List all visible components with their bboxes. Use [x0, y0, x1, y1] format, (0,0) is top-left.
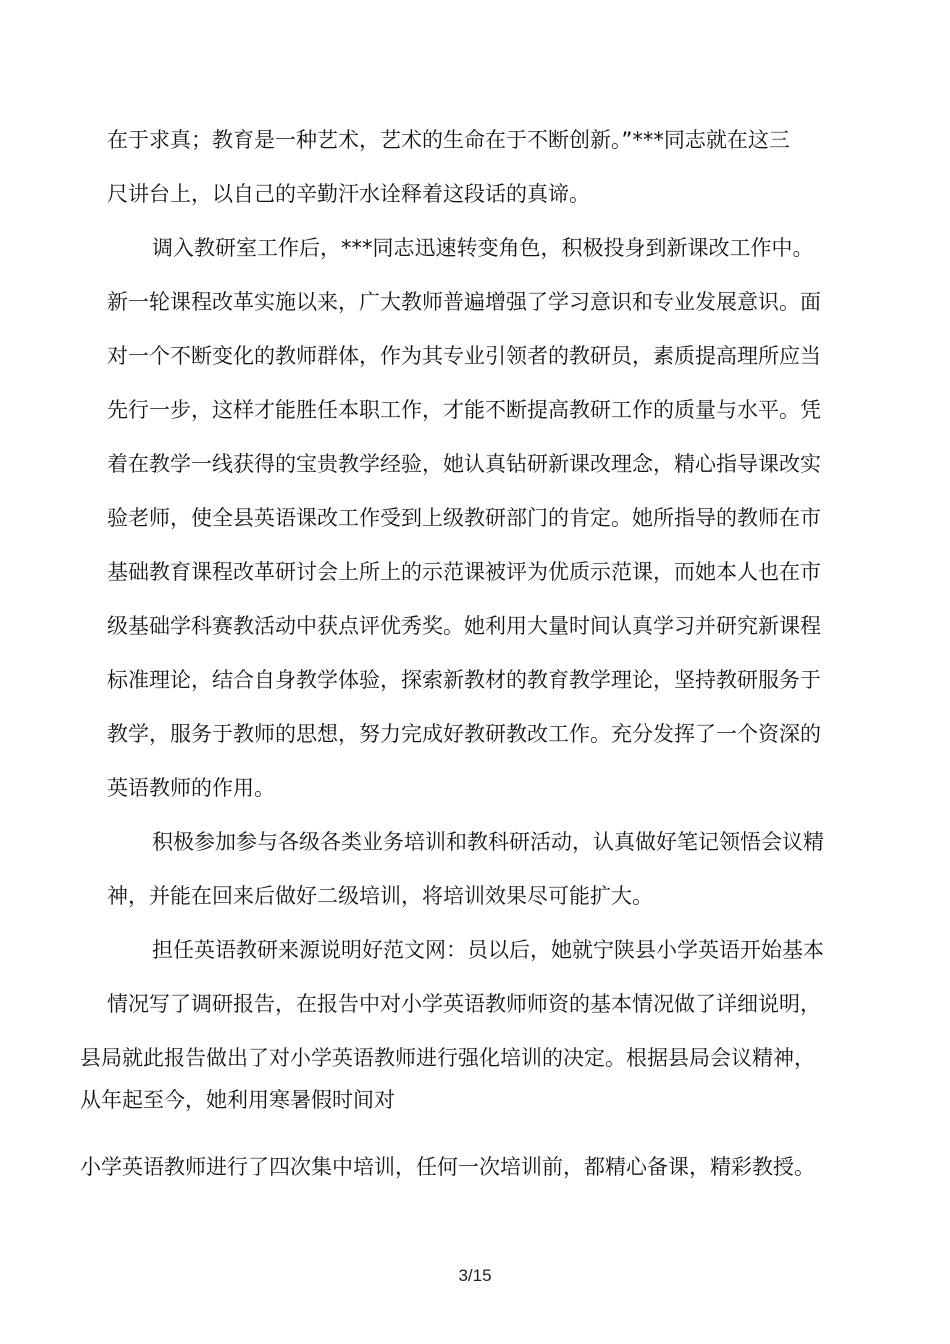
text-line: 对一个不断变化的教师群体，作为其专业引领者的教研员，素质提高理所应当: [107, 344, 821, 368]
page-number: 3/15: [458, 1266, 492, 1285]
text-line: 标准理论，结合自身教学体验，探索新教材的教育教学理论，坚持教研服务于: [107, 668, 821, 692]
text-line: 从年起至今，她利用寒暑假时间对: [80, 1088, 395, 1112]
text-line: 新一轮课程改革实施以来，广大教师普遍增强了学习意识和专业发展意识。面: [107, 290, 821, 314]
text-line: 在于求真；教育是一种艺术，艺术的生命在于不断创新。”***同志就在这三: [107, 128, 790, 152]
text-line: 神，并能在回来后做好二级培训，将培训效果尽可能扩大。: [107, 884, 653, 908]
text-line: 先行一步，这样才能胜任本职工作，才能不断提高教研工作的质量与水平。凭: [107, 398, 821, 422]
text-line: 县局就此报告做出了对小学英语教师进行强化培训的决定。根据县局会议精神，: [80, 1046, 815, 1070]
text-line: 级基础学科赛教活动中获点评优秀奖。她利用大量时间认真学习并研究新课程: [107, 614, 821, 638]
text-line: 担任英语教研来源说明好范文网：员以后，她就宁陕县小学英语开始基本: [152, 938, 824, 962]
text-line: 小学英语教师进行了四次集中培训，任何一次培训前，都精心备课，精彩教授。: [80, 1155, 815, 1179]
text-line: 情况写了调研报告，在报告中对小学英语教师师资的基本情况做了详细说明，: [107, 992, 821, 1016]
text-line: 教学，服务于教师的思想，努力完成好教研教改工作。充分发挥了一个资深的: [107, 722, 821, 746]
text-line: 验老师，使全县英语课改工作受到上级教研部门的肯定。她所指导的教师在市: [107, 506, 821, 530]
text-line: 英语教师的作用。: [107, 776, 275, 800]
text-line: 尺讲台上，以自己的辛勤汗水诠释着这段话的真谛。: [107, 182, 590, 206]
text-line: 基础教育课程改革研讨会上所上的示范课被评为优质示范课，而她本人也在市: [107, 560, 821, 584]
text-line: 调入教研室工作后，***同志迅速转变角色，积极投身到新课改工作中。: [152, 236, 814, 260]
text-line: 着在教学一线获得的宝贵教学经验，她认真钻研新课改理念，精心指导课改实: [107, 452, 821, 476]
text-line: 积极参加参与各级各类业务培训和教科研活动，认真做好笔记领悟会议精: [152, 830, 824, 854]
